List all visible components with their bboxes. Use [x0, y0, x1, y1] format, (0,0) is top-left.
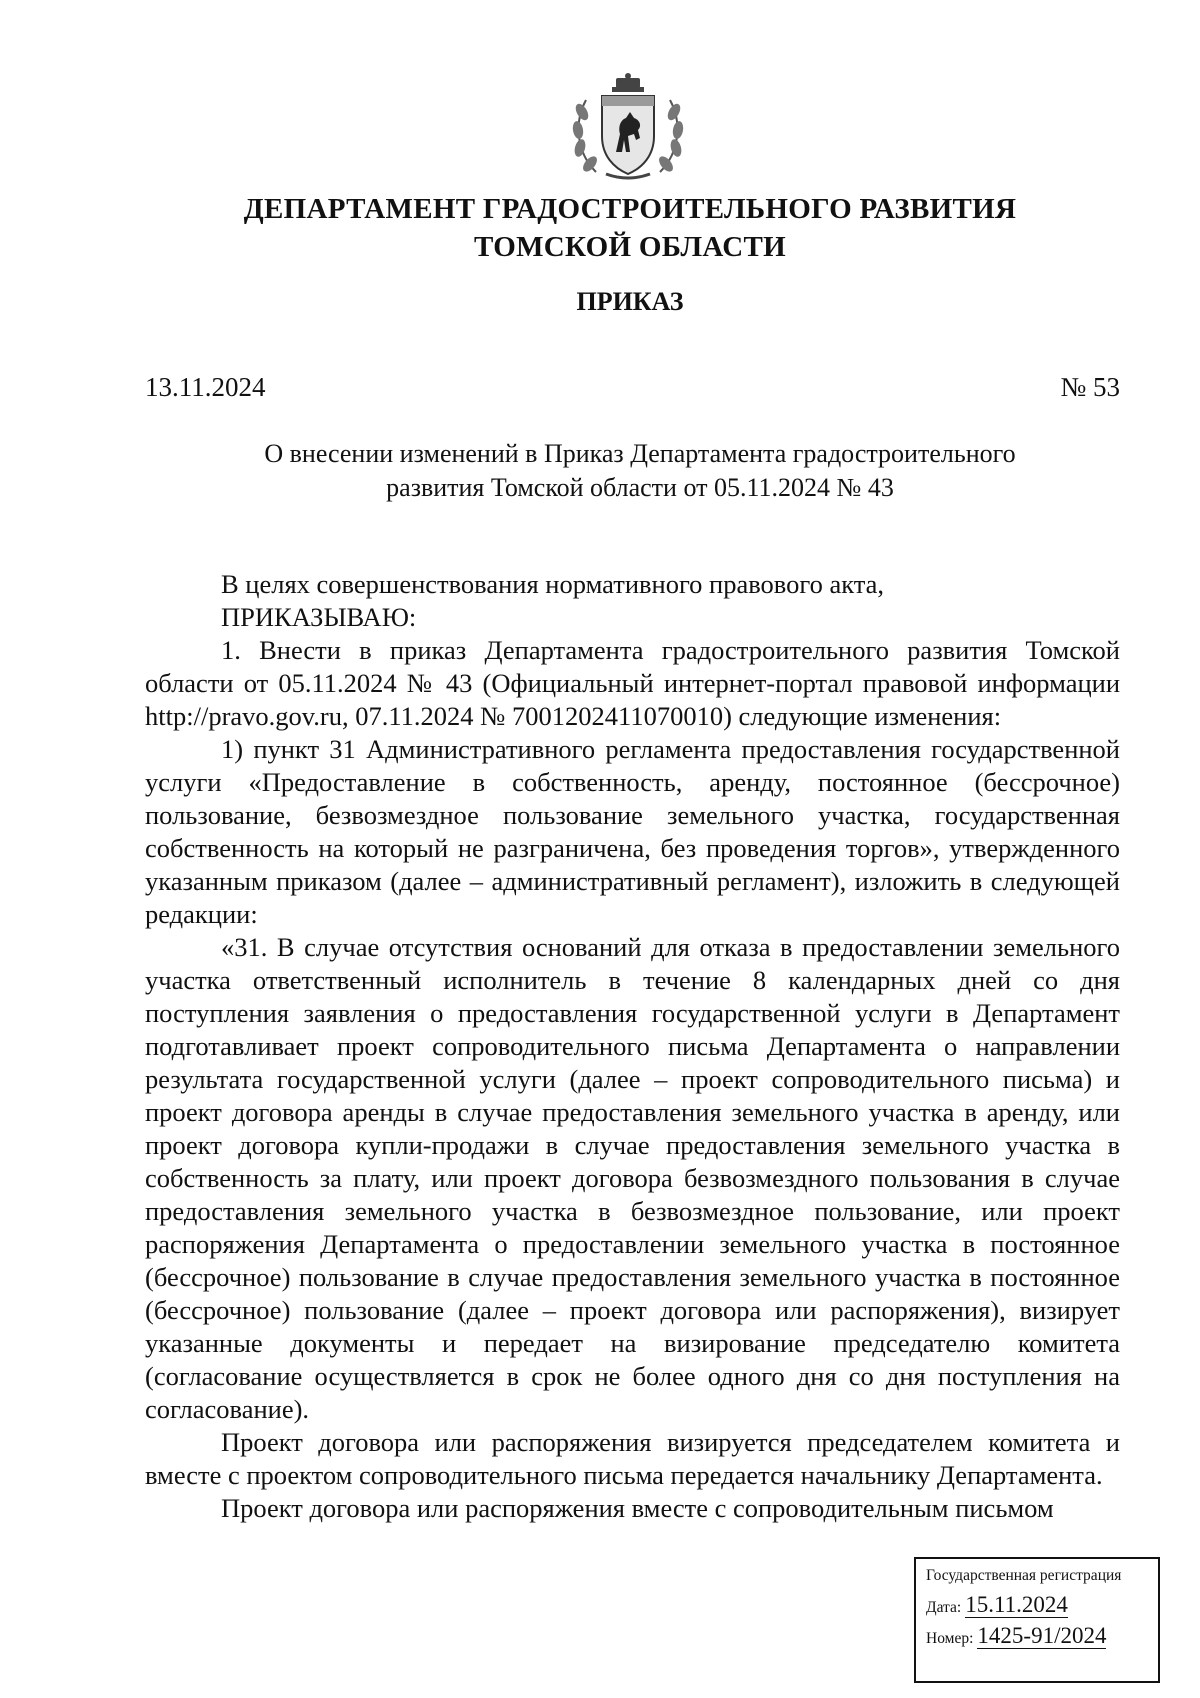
document-type: ПРИКАЗ: [576, 287, 684, 316]
organization-name: [0, 190, 1200, 266]
stamp-number-value: 1425-91/2024: [977, 1623, 1107, 1648]
order-subject: [190, 437, 1090, 505]
paragraph-1: 1. Внести в приказ Департамента градостроительного развития Томской области от 05.11.2024 № 43 (Официальный интернет-портал правовой информации http://pravo.gov.ru, 07.11.2024 № 7001202411070010) следующие изменения:: [145, 635, 1120, 731]
registration-stamp: [914, 1557, 1160, 1683]
order-body: [145, 568, 1120, 1525]
stamp-date-label: Дата:: [926, 1599, 962, 1616]
stamp-date-value: 15.11.2024: [965, 1592, 1068, 1617]
intro-paragraph: В целях совершенствования нормативного правового акта,: [221, 569, 885, 599]
coat-of-arms-icon: [566, 72, 690, 184]
org-line-1: ДЕПАРТАМЕНТ ГРАДОСТРОИТЕЛЬНОГО РАЗВИТИЯ: [243, 193, 1017, 225]
stamp-number-row: [926, 1624, 1148, 1649]
order-number: № 53: [1060, 372, 1120, 402]
subject-line-2: развития Томской области от 05.11.2024 № 43: [386, 473, 894, 502]
paragraph-5: Проект договора или распоряжения вместе с сопроводительным письмом: [221, 1493, 1054, 1523]
paragraph-3: «31. В случае отсутствия оснований для отказа в предоставлении земельного участка ответственный исполнитель в течение 8 календарных дней со дня поступления заявления о предоставления государственной услуги в Департамент подготавливает проект сопроводительного письма Департамента о направлении результата государственной услуги (далее – проект сопроводительного письма) и проект договора аренды в случае предоставления земельного участка в аренду, или проект договора купли-продажи в случае предоставления земельного участка в собственность за плату, или проект договора безвозмездного пользования в случае предоставления земельного участка в безвозмездное пользование, или проект распоряжения Департамента о предоставлении земельного участка в постоянное (бессрочное) пользование в случае предоставления земельного участка в постоянное (бессрочное) пользование (далее – проект договора или распоряжения), визирует указанные документы и передает на визирование председателю комитета (согласование осуществляется в срок не более одного дня со дня поступления на согласование).: [145, 932, 1120, 1424]
stamp-number-label: Номер:: [926, 1630, 974, 1647]
order-directive: ПРИКАЗЫВАЮ:: [221, 602, 417, 632]
org-line-2: ТОМСКОЙ ОБЛАСТИ: [474, 231, 786, 263]
subject-line-1: О внесении изменений в Приказ Департамента градостроительного: [264, 439, 1016, 468]
stamp-date-row: [926, 1593, 1148, 1618]
paragraph-2: 1) пункт 31 Административного регламента предоставления государственной услуги «Предоставление в собственность, аренду, постоянное (бессрочное) пользование, безвозмездное пользование земельного участка, государственная собственность на который не разграничена, без проведения торгов», утвержденного указанным приказом (далее – административный регламент), изложить в следующей редакции:: [145, 734, 1120, 929]
stamp-title: Государственная регистрация: [926, 1567, 1122, 1584]
order-date: 13.11.2024: [145, 372, 266, 402]
paragraph-4: Проект договора или распоряжения визируется председателем комитета и вместе с проектом сопроводительного письма передается начальнику Департамента.: [145, 1427, 1120, 1490]
